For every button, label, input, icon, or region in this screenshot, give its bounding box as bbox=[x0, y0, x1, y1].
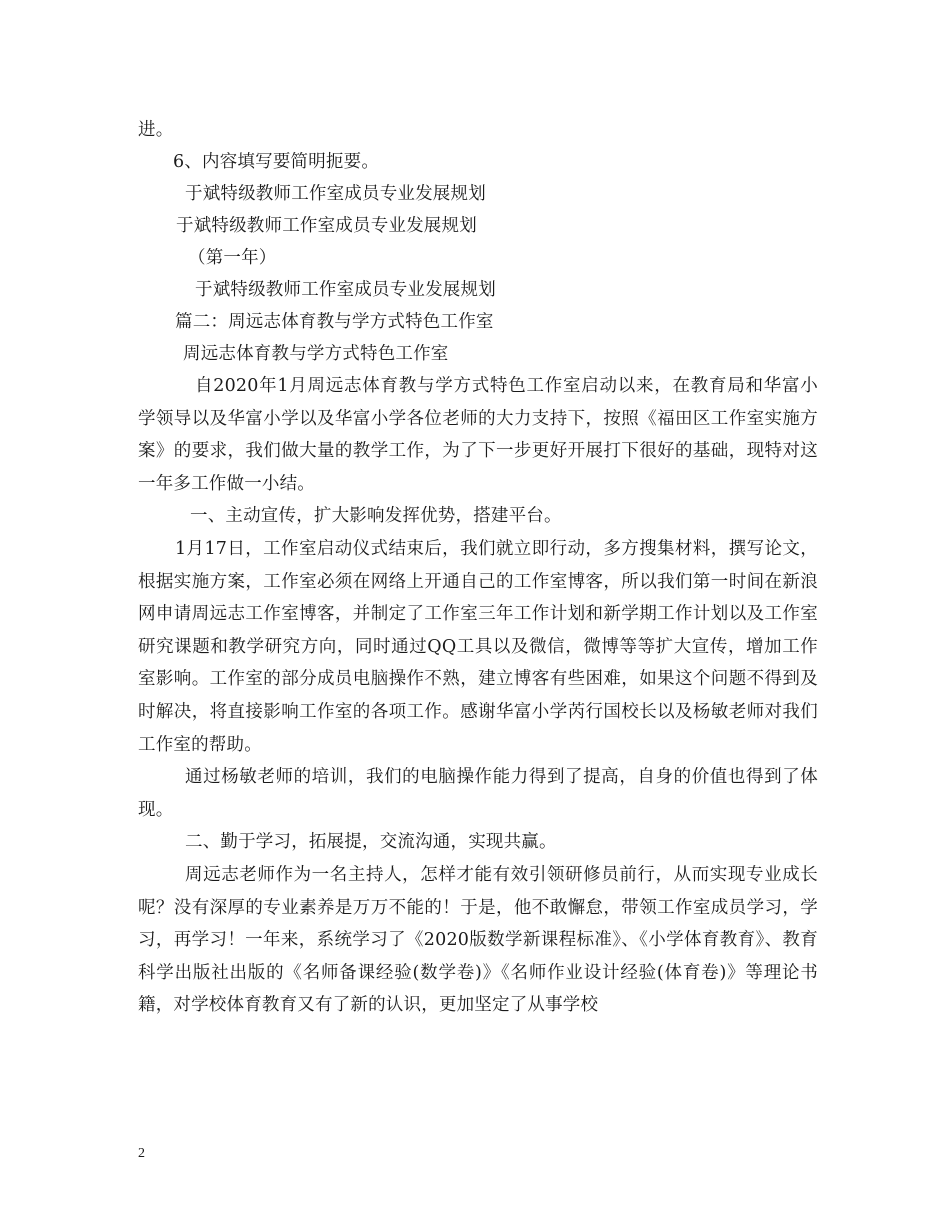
text-line: （第一年） bbox=[188, 248, 277, 268]
section-heading: 篇二：周远志体育教与学方式特色工作室 bbox=[175, 312, 494, 332]
document-body bbox=[138, 114, 818, 1022]
text-line: 于斌特级教师工作室成员专业发展规划 bbox=[195, 280, 496, 300]
paragraph-intro: 自2020年1月周远志体育教与学方式特色工作室启动以来，在教育局和华富小学领导以及华富小学以及华富小学各位老师的大力支持下，按照《福田区工作室实施方案》的要求，我们做大量的教学工作，为了下一步更好开展打下很好的基础，现特对这一年多工作做一小结。 bbox=[138, 376, 818, 494]
paragraph-body-2: 通过杨敏老师的培训，我们的电脑操作能力得到了提高，自身的价值也得到了体现。 bbox=[138, 767, 818, 820]
text-line: 进。 bbox=[138, 120, 174, 140]
page-number: 2 bbox=[138, 1146, 145, 1161]
text-line: 于斌特级教师工作室成员专业发展规划 bbox=[176, 216, 477, 236]
paragraph-heading-2: 二、勤于学习，拓展提，交流沟通，实现共赢。 bbox=[185, 832, 557, 853]
text-line: 于斌特级教师工作室成员专业发展规划 bbox=[185, 184, 486, 204]
paragraph-heading-1: 一、主动宣传，扩大影响发挥优势，搭建平台。 bbox=[190, 506, 562, 527]
paragraph-body-3: 周远志老师作为一名主持人，怎样才能有效引领研修员前行，从而实现专业成长呢？没有深厚的专业素养是万万不能的！于是，他不敢懈怠，带领工作室成员学习，学习，再学习！一年来，系统学习了《2020版数学新课程标准》、《小学体育教育》、教育科学出版社出版的《名师备课经验(数学卷)》《名师作业设计经验(体育卷)》等理论书籍，对学校体育教育又有了新的认识，更加坚定了从事学校 bbox=[138, 864, 818, 1016]
paragraph-body-1: 1月17日，工作室启动仪式结束后，我们就立即行动，多方搜集材料，撰写论文，根据实施方案，工作室必须在网络上开通自己的工作室博客，所以我们第一时间在新浪网申请周远志工作室博客，并制定了工作室三年工作计划和新学期工作计划以及工作室研究课题和教学研究方向，同时通过QQ工具以及微信，微博等等扩大宣传，增加工作室影响。工作室的部分成员电脑操作不熟，建立博客有些困难，如果这个问题不得到及时解决，将直接影响工作室的各项工作。感谢华富小学芮行国校长以及杨敏老师对我们工作室的帮助。 bbox=[138, 538, 818, 755]
text-line: 6、内容填写要简明扼要。 bbox=[173, 152, 380, 172]
section-title: 周远志体育教与学方式特色工作室 bbox=[183, 344, 449, 364]
